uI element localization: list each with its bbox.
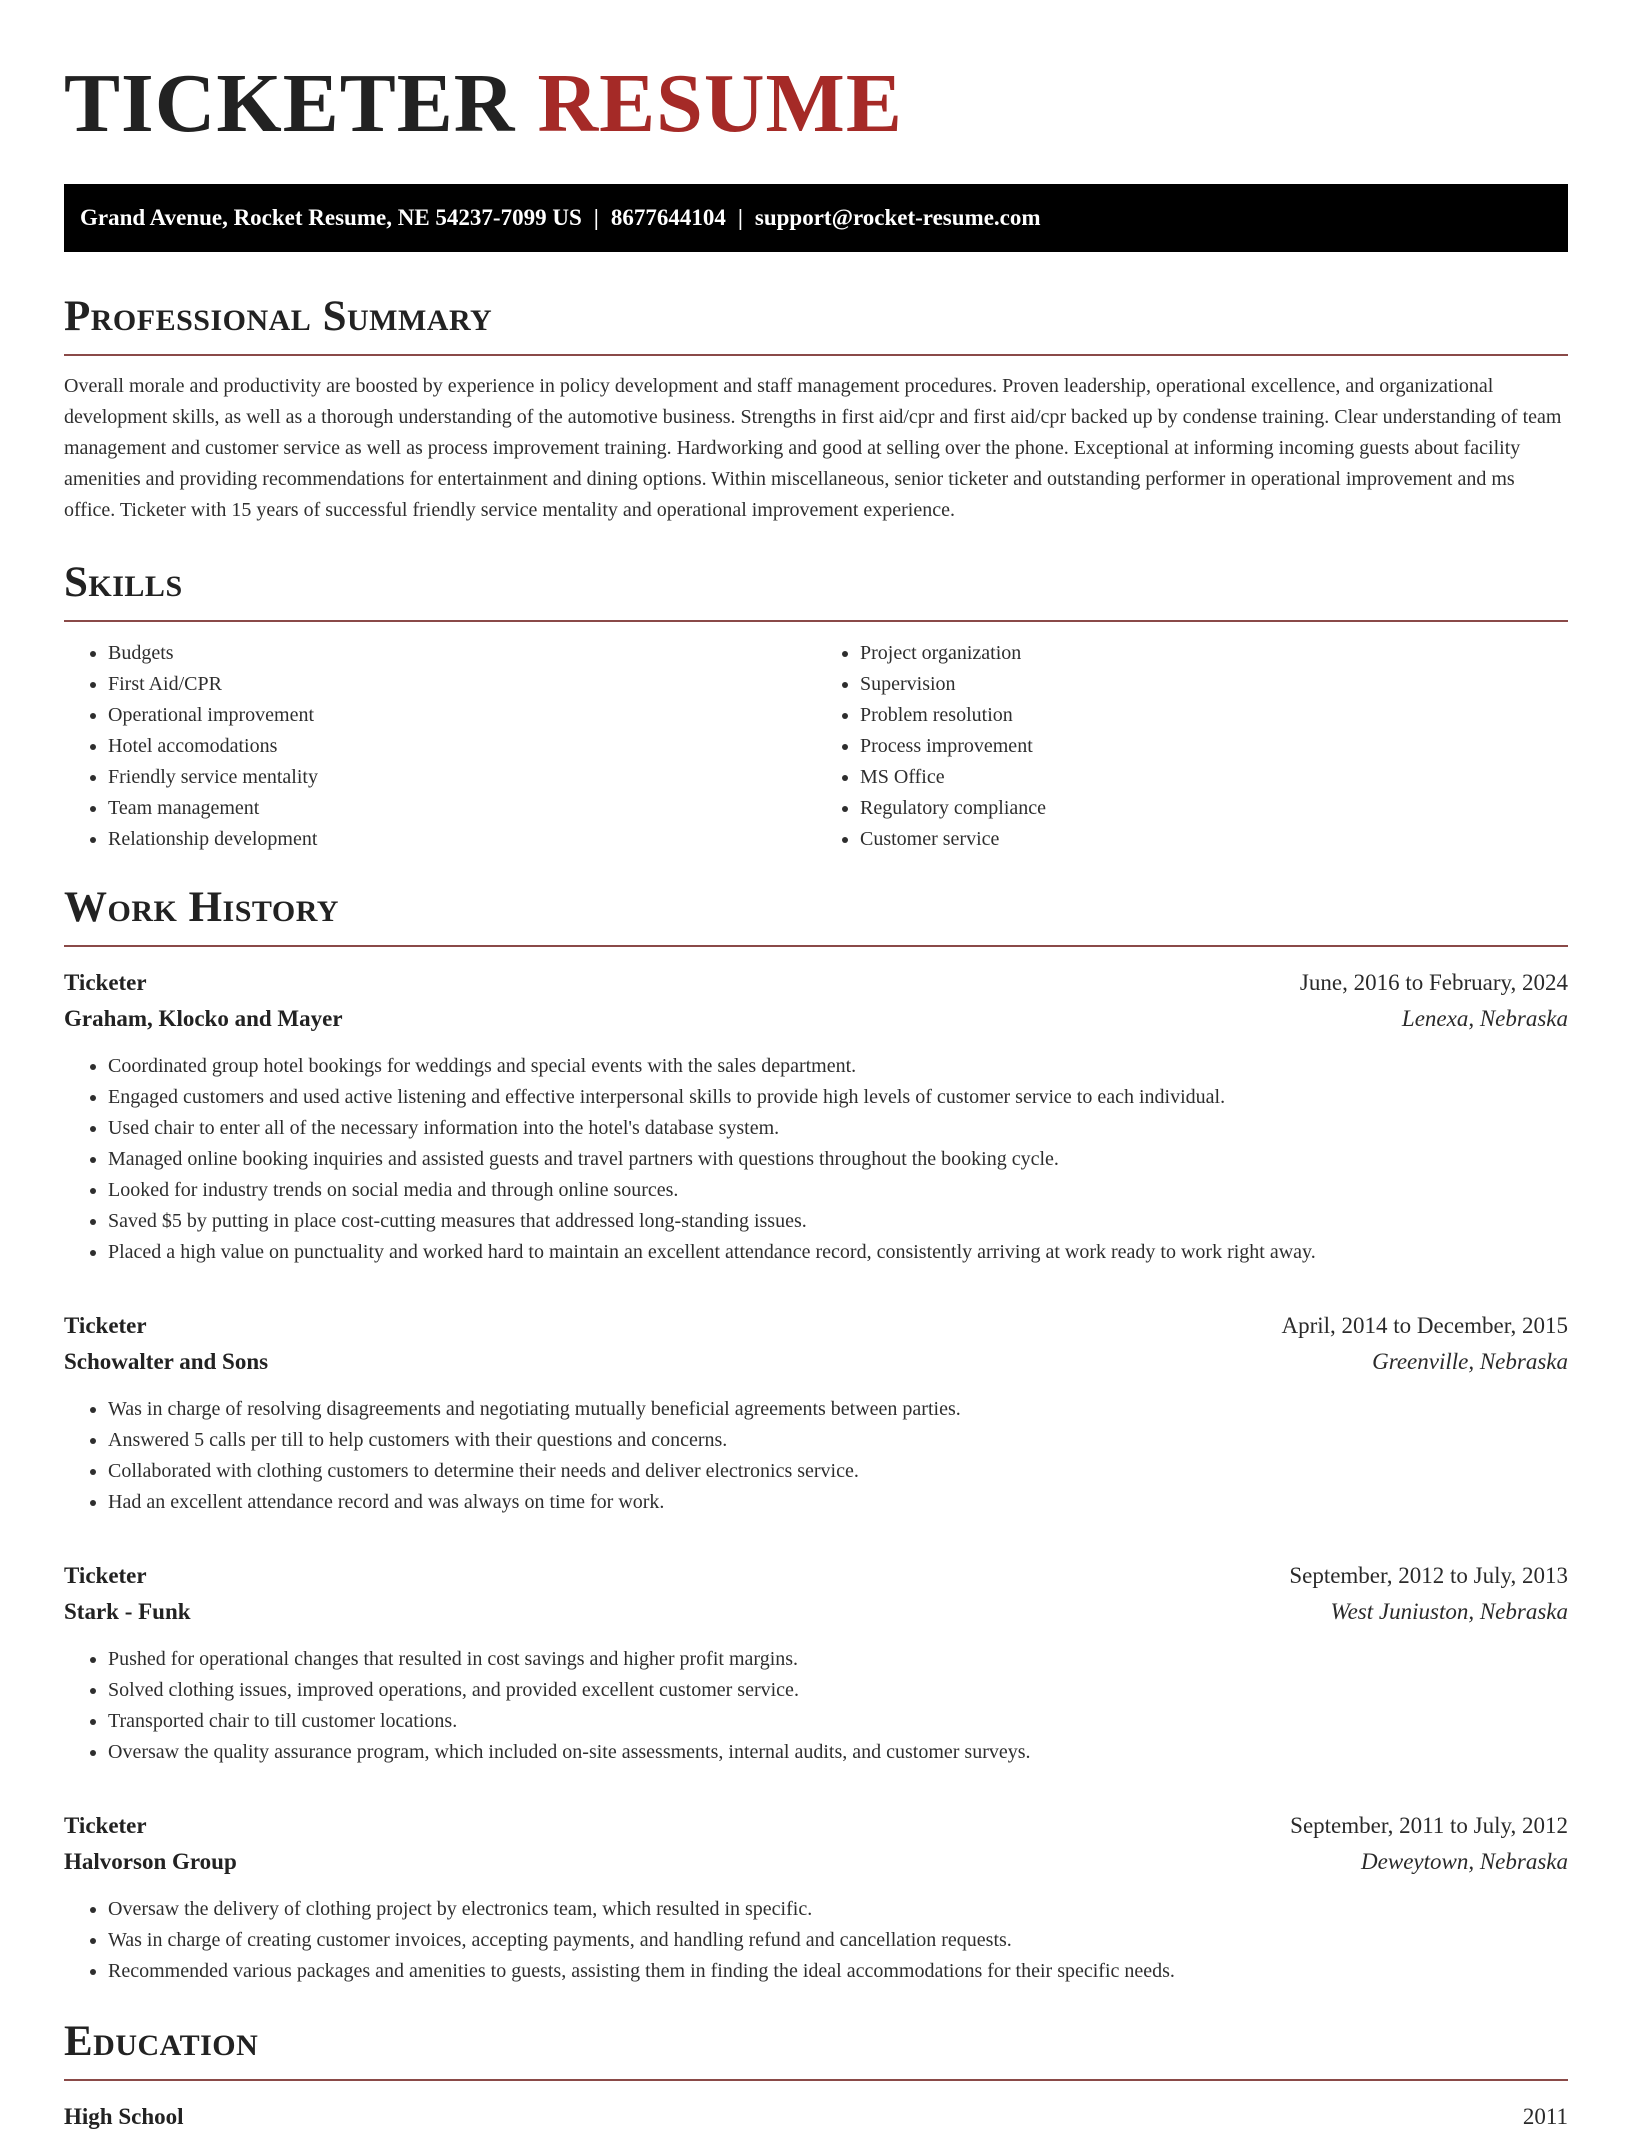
skill-item: • Operational improvement [108,700,816,731]
resume-name [64,56,1568,152]
job-header-row [64,1808,1568,1844]
skill-item: • MS Office [860,762,1568,793]
name-first: TICKETER [64,57,516,150]
job-bullet: • Oversaw the quality assurance program, which included on-site assessments, internal audits, and customer surveys. [108,1737,1568,1768]
job-company-row [64,1001,1568,1037]
education-row [64,2099,1568,2135]
job-bullet: • Oversaw the delivery of clothing project by electronics team, which resulted in specific. [108,1894,1568,1925]
job-company-row [64,1844,1568,1880]
summary-heading: Professional Summary [64,293,493,340]
job-title: Ticketer [64,1813,147,1838]
job-bullet: • Transported chair to till customer locations. [108,1706,1568,1737]
job-bullets [64,1394,1568,1518]
job-dates: June, 2016 to February, 2024 [1299,970,1568,995]
job-company: Stark - Funk [64,1599,191,1624]
job-entry [64,1308,1568,1518]
job-company: Schowalter and Sons [64,1349,269,1374]
section-divider [64,620,1568,622]
job-dates: September, 2012 to July, 2013 [1289,1563,1568,1588]
contact-address: Grand Avenue, Rocket Resume, NE 54237-7099 US [80,205,582,230]
summary-text: Overall morale and productivity are boosted by experience in policy development and staff management procedures. Proven leadership, operational excellence, and organizational development skills, as well as a thorough understanding of the automotive business. Strengths in first aid/cpr and first aid/cpr backed up by condense training. Clear understanding of team management and customer service as well as process improvement training. Hardworking and good at selling over the phone. Exceptional at informing incoming guests about facility amenities and providing recommendations for entertainment and dining options. Within miscellaneous, senior ticketer and outstanding performer in operational improvement and ms office. Ticketer with 15 years of successful friendly service mentality and operational improvement experience. [64,375,1562,521]
skill-item: • Supervision [860,669,1568,700]
contact-separator: | [737,205,743,230]
skills-heading: Skills [64,559,183,606]
job-bullet: • Had an excellent attendance record and was always on time for work. [108,1487,1568,1518]
skill-item: • Team management [108,793,816,824]
job-dates: April, 2014 to December, 2015 [1281,1313,1568,1338]
job-location: Greenville, Nebraska [1372,1349,1568,1374]
skill-item: • Hotel accomodations [108,731,816,762]
summary-section [64,290,1568,526]
work-history-heading: Work History [64,884,339,931]
job-bullets [64,1051,1568,1268]
job-entry [64,1558,1568,1768]
job-title: Ticketer [64,1313,147,1338]
skills-grid [64,638,1568,855]
contact-separator: | [593,205,599,230]
job-company: Halvorson Group [64,1849,237,1874]
job-location: Lenexa, Nebraska [1401,1006,1568,1031]
job-bullet: • Saved $5 by putting in place cost-cutting measures that addressed long-standing issues. [108,1206,1568,1237]
job-bullet: • Placed a high value on punctuality and worked hard to maintain an excellent attendance record, consistently arriving at work ready to work right away. [108,1237,1568,1268]
job-bullet: • Answered 5 calls per till to help customers with their questions and concerns. [108,1425,1568,1456]
contact-email: support@rocket-resume.com [754,205,1041,230]
job-location: Deweytown, Nebraska [1361,1849,1568,1874]
education-year: 2011 [1522,2104,1568,2129]
education-degree: High School [64,2104,184,2129]
skills-list-right [816,638,1568,855]
education-heading: Education [64,2018,259,2065]
skill-item: • First Aid/CPR [108,669,816,700]
section-divider [64,354,1568,356]
skill-item: • Problem resolution [860,700,1568,731]
contact-phone: 8677644104 [610,205,726,230]
job-entry [64,1808,1568,1987]
skills-section [64,556,1568,855]
job-header-row [64,1558,1568,1594]
job-bullet: • Pushed for operational changes that resulted in cost savings and higher profit margins. [108,1644,1568,1675]
job-title: Ticketer [64,1563,147,1588]
skill-item: • Friendly service mentality [108,762,816,793]
skill-item: • Relationship development [108,824,816,855]
job-bullet: • Was in charge of resolving disagreements and negotiating mutually beneficial agreements between parties. [108,1394,1568,1425]
job-bullet: • Used chair to enter all of the necessary information into the hotel's database system. [108,1113,1568,1144]
job-bullet: • Coordinated group hotel bookings for weddings and special events with the sales department. [108,1051,1568,1082]
job-bullet: • Engaged customers and used active listening and effective interpersonal skills to provide high levels of customer service to each individual. [108,1082,1568,1113]
skill-item: • Process improvement [860,731,1568,762]
name-last: RESUME [537,57,903,150]
job-title: Ticketer [64,970,147,995]
job-location: West Juniuston, Nebraska [1330,1599,1568,1624]
contact-bar [64,184,1568,252]
job-entry [64,965,1568,1268]
section-divider [64,2079,1568,2081]
work-history-section [64,881,1568,1987]
job-dates: September, 2011 to July, 2012 [1290,1813,1568,1838]
job-bullet: • Managed online booking inquiries and assisted guests and travel partners with questions throughout the booking cycle. [108,1144,1568,1175]
skill-item: • Regulatory compliance [860,793,1568,824]
job-header-row [64,1308,1568,1344]
job-bullet: • Collaborated with clothing customers to determine their needs and deliver electronics service. [108,1456,1568,1487]
job-company: Graham, Klocko and Mayer [64,1006,343,1031]
job-header-row [64,965,1568,1001]
job-company-row [64,1344,1568,1380]
job-company-row [64,1594,1568,1630]
job-bullets [64,1894,1568,1987]
skill-item: • Customer service [860,824,1568,855]
education-section [64,2015,1568,2135]
skills-list-left [64,638,816,855]
job-bullet: • Was in charge of creating customer invoices, accepting payments, and handling refund and cancellation requests. [108,1925,1568,1956]
job-bullet: • Solved clothing issues, improved operations, and provided excellent customer service. [108,1675,1568,1706]
section-divider [64,945,1568,947]
job-bullet: • Recommended various packages and amenities to guests, assisting them in finding the ideal accommodations for their specific needs. [108,1956,1568,1987]
skill-item: • Budgets [108,638,816,669]
job-bullet: • Looked for industry trends on social media and through online sources. [108,1175,1568,1206]
skill-item: • Project organization [860,638,1568,669]
job-bullets [64,1644,1568,1768]
